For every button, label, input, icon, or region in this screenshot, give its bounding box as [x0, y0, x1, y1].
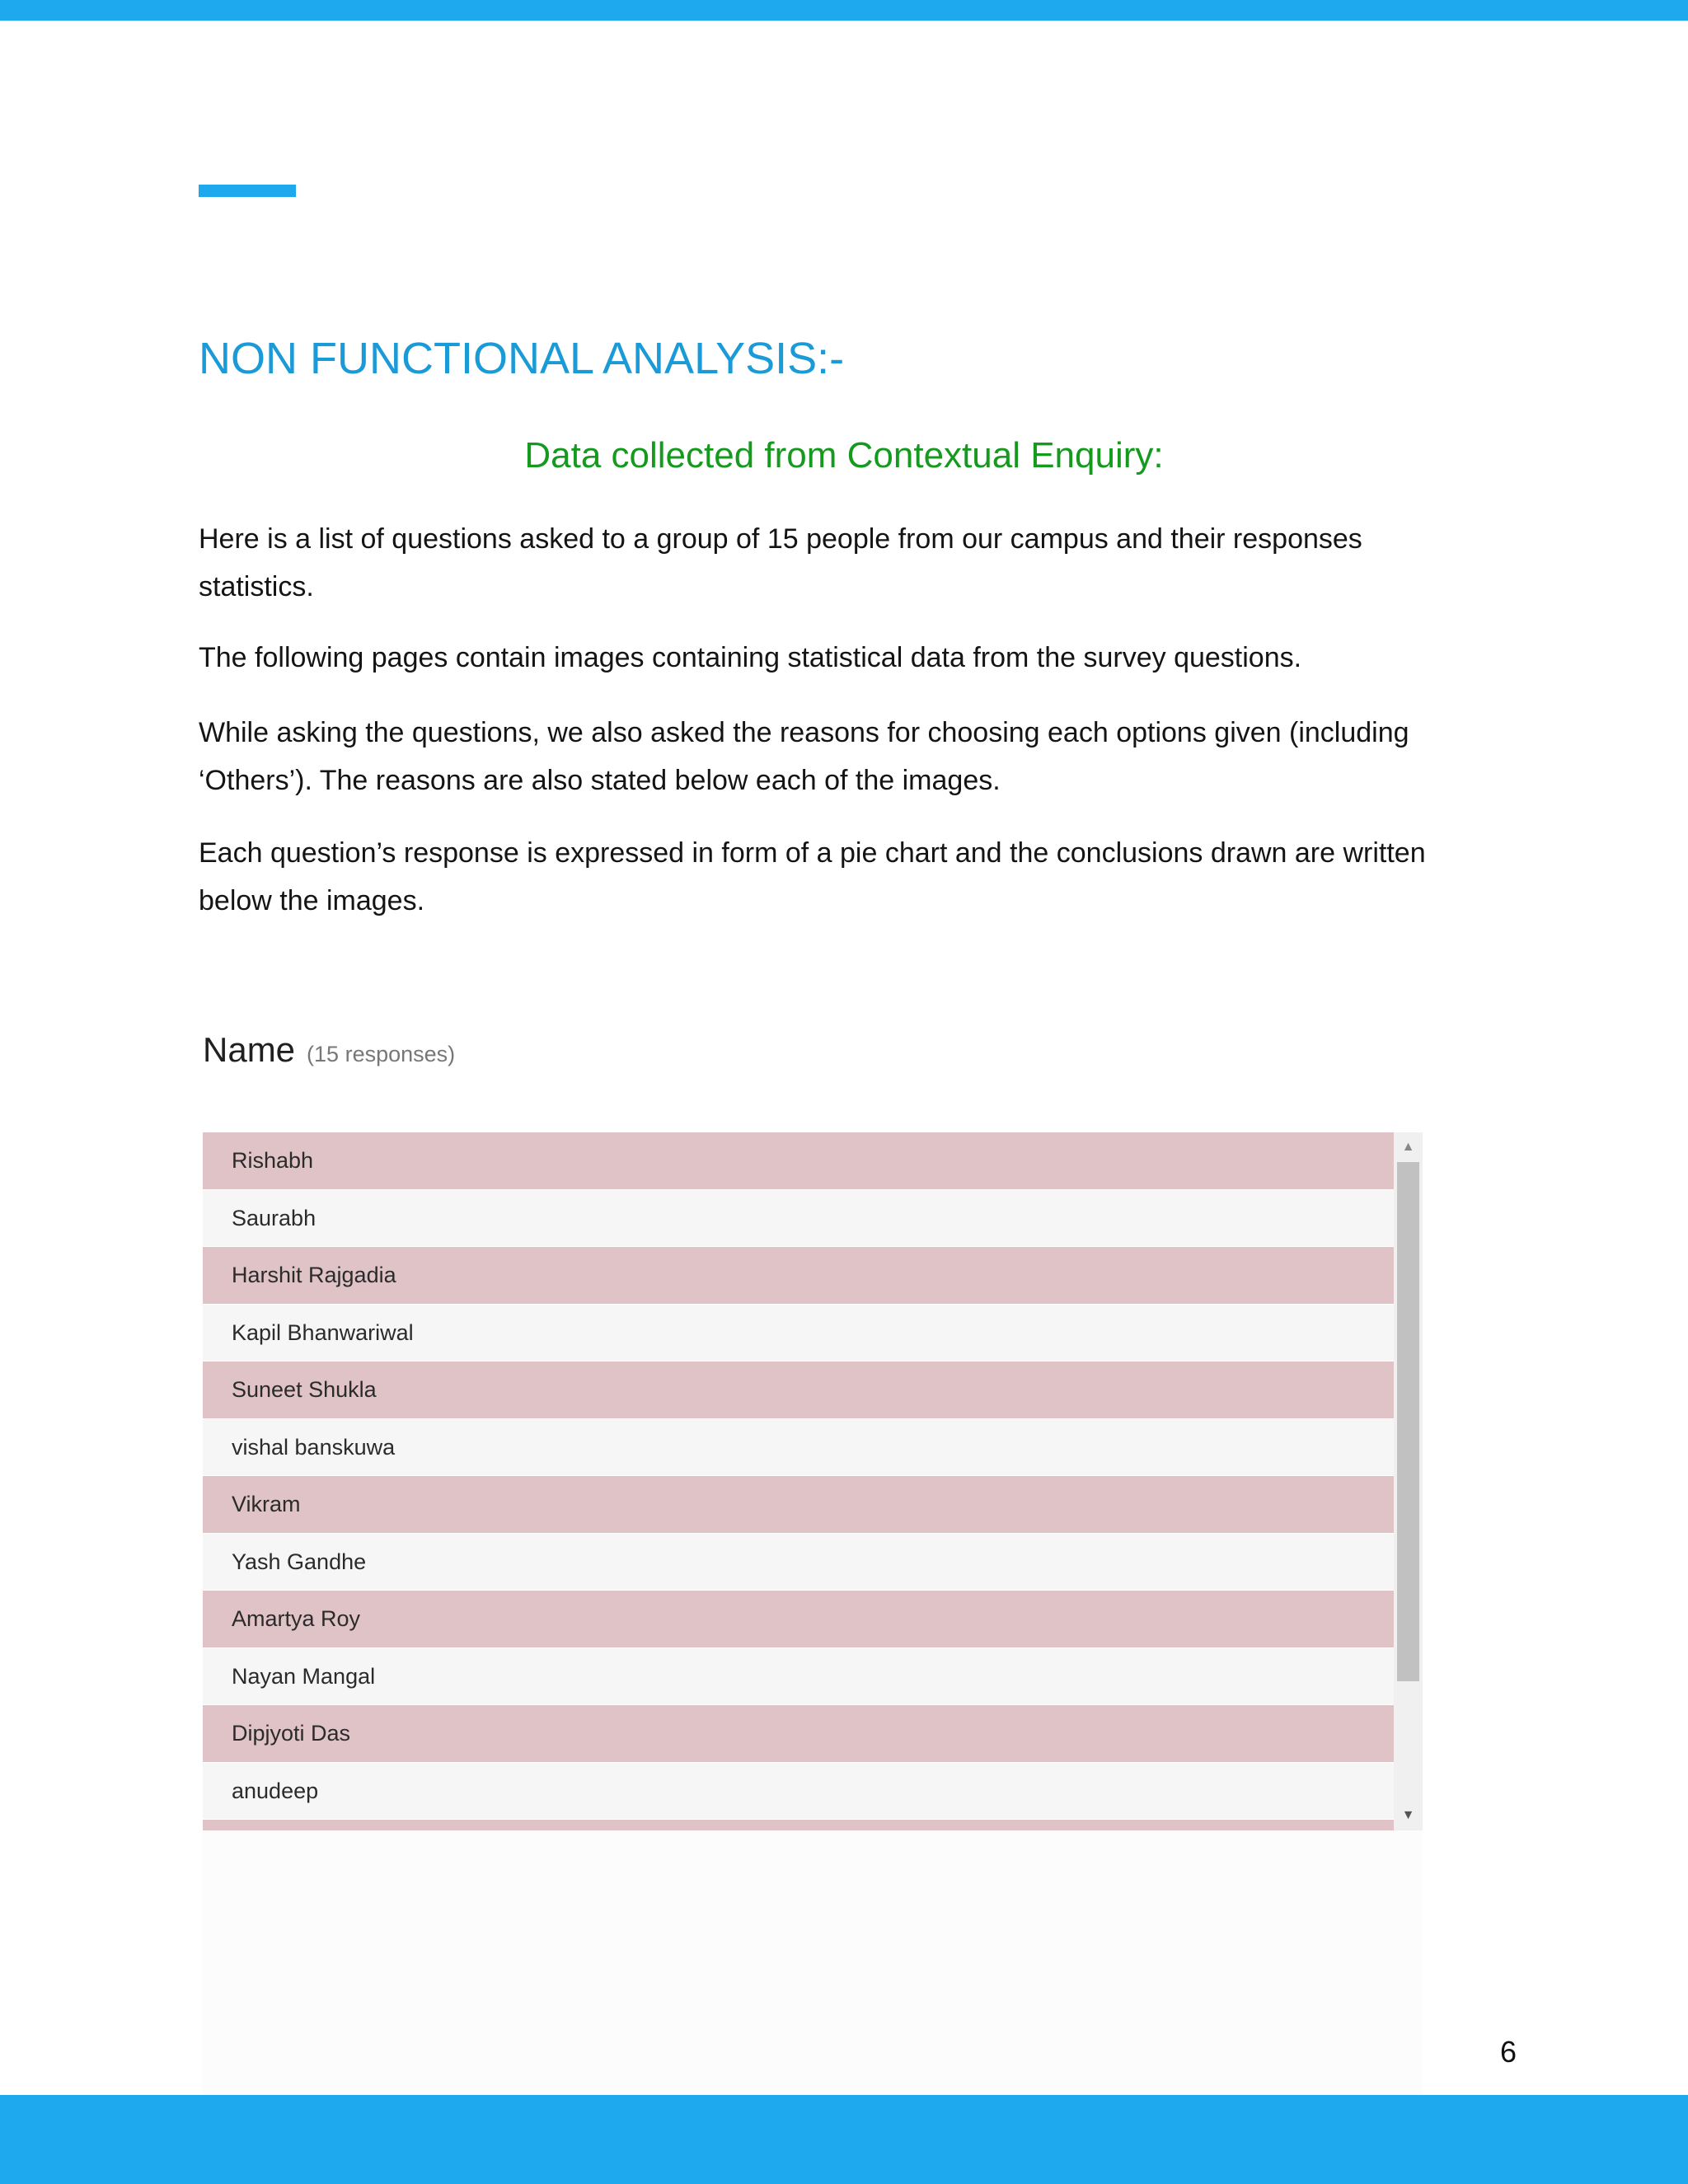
question-header — [203, 1030, 455, 1070]
responses-rows — [203, 1132, 1394, 1830]
accent-bar — [199, 185, 296, 197]
list-item — [203, 1820, 1394, 1830]
list-scrollbar[interactable] — [1394, 1132, 1423, 1830]
responses-list[interactable] — [203, 1132, 1423, 1830]
list-item: Vikram — [203, 1476, 1394, 1534]
list-item: vishal banskuwa — [203, 1419, 1394, 1477]
reasons-paragraph: While asking the questions, we also asked the reasons for choosing each options given (including ‘Others’). The reasons are also stated below each of the images. — [199, 717, 1409, 796]
triangle-down-icon[interactable]: ▼ — [1401, 1808, 1415, 1822]
list-item: Nayan Mangal — [203, 1648, 1394, 1706]
list-item: Suneet Shukla — [203, 1361, 1394, 1419]
intro-paragraph: Here is a list of questions asked to a group of 15 people from our campus and their responses statistics. — [199, 523, 1362, 602]
list-item: Rishabh — [203, 1132, 1394, 1190]
triangle-up-icon[interactable]: ▲ — [1401, 1140, 1415, 1154]
page-number: 6 — [1499, 2035, 1517, 2069]
list-item: Saurabh — [203, 1190, 1394, 1248]
top-color-band — [0, 0, 1688, 21]
pages-paragraph: The following pages contain images containing statistical data from the survey questions. — [199, 642, 1302, 673]
conclusions-paragraph: Each question’s response is expressed in form of a pie chart and the conclusions drawn are written below the images. — [199, 837, 1426, 916]
scrollbar-thumb[interactable] — [1397, 1162, 1419, 1681]
question-title: Name — [203, 1030, 296, 1069]
section-subheading: Data collected from Contextual Enquiry: — [524, 435, 1164, 476]
list-item: Yash Gandhe — [203, 1534, 1394, 1591]
response-count: (15 responses) — [307, 1042, 456, 1066]
list-item: Dipjyoti Das — [203, 1705, 1394, 1763]
section-heading: NON FUNCTIONAL ANALYSIS:- — [199, 334, 845, 383]
bottom-color-band — [0, 2095, 1688, 2184]
list-item: Kapil Bhanwariwal — [203, 1305, 1394, 1362]
list-item: anudeep — [203, 1763, 1394, 1821]
list-item: Amartya Roy — [203, 1591, 1394, 1648]
list-item: Harshit Rajgadia — [203, 1247, 1394, 1305]
